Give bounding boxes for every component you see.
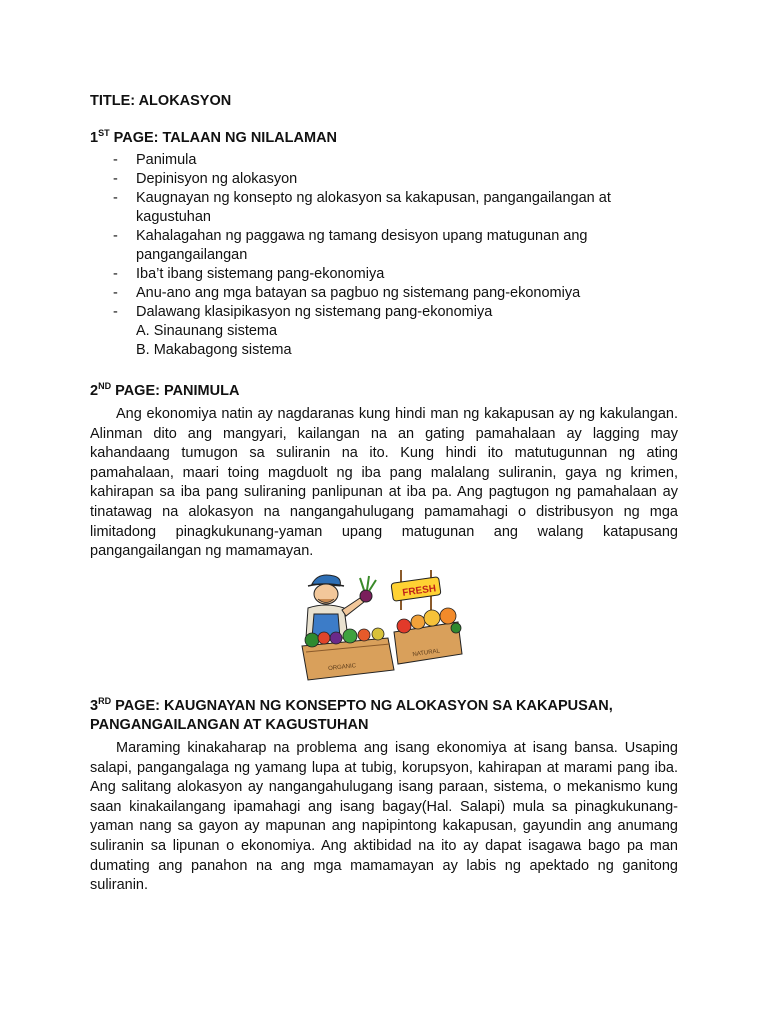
- toc-item-text: Kahalagahan ng paggawa ng tamang desisyon upang matugunan ang pangangailangan: [136, 228, 588, 263]
- section-number: 3: [90, 698, 99, 714]
- toc-item: - Kahalagahan ng paggawa ng tamang desisyon upang matugunan ang pangangailangan: [113, 228, 588, 263]
- toc-item: - Dalawang klasipikasyon ng sistemang pang-ekonomiya: [113, 304, 493, 320]
- section-heading-text: PAGE: KAUGNAYAN NG KONSEPTO NG ALOKASYON SA KAKAPUSAN,: [111, 698, 613, 714]
- toc-item: - Anu-ano ang mga batayan sa pagbuo ng sistemang pang-ekonomiya: [113, 285, 581, 301]
- toc-item-text: Kaugnayan ng konsepto ng alokasyon sa kakapusan, pangangailangan at kagustuhan: [136, 190, 611, 225]
- section-number: 2: [90, 383, 99, 399]
- section-number: 1: [90, 130, 99, 146]
- ordinal-suffix: ND: [98, 381, 112, 391]
- sign-text: FRESH: [401, 583, 437, 599]
- table-of-contents: [113, 151, 673, 360]
- panimula-paragraph: Ang ekonomiya natin ay nagdaranas kung hindi man ng kakapusan ay ng kakulangan. Alinman dito ang mangyari, kailangan na an gating pamahalaan ay lagging may kahandaang tumugon sa suliranin na ito. Kung hindi ito matutugunnan ng ating pamahalaan, maari toing magduolt ng iba pang malalang suliranin, gaya ng krimen, kahirapan sa iba pang suliraning panlipunan at iba pa. Ang pagtugon ng pamahalaan ay tinatawag na alokasyon na nangangahulugang pamamahagi o distribusyon ng mga limitadong pinagkukunang-yaman upang matugunan ang walang katapusang pangangailangan ng mamamayan.: [90, 406, 678, 560]
- section-1-heading: [90, 124, 337, 148]
- toc-subitem: [113, 322, 673, 341]
- toc-item-text: Panimula: [136, 152, 197, 168]
- toc-item: - Kaugnayan ng konsepto ng alokasyon sa kakapusan, pangangailangan at kagustuhan: [113, 190, 611, 225]
- toc-item: - Panimula: [113, 152, 197, 168]
- toc-subitem-text: B. Makabagong sistema: [136, 342, 292, 358]
- toc-item: - Iba’t ibang sistemang pang-ekonomiya: [113, 266, 385, 282]
- crate-left-text: ORGANIC: [327, 663, 357, 673]
- ordinal-suffix: ST: [98, 128, 110, 138]
- section-3-heading: [90, 692, 613, 735]
- toc-item-text: Anu-ano ang mga batayan sa pagbuo ng sistemang pang-ekonomiya: [136, 285, 581, 301]
- vegetable-vendor-illustration: [298, 568, 463, 683]
- toc-subitem-text: A. Sinaunang sistema: [136, 323, 278, 339]
- section-heading-text: PAGE: PANIMULA: [111, 383, 240, 399]
- toc-item-text: Depinisyon ng alokasyon: [136, 171, 298, 187]
- section-heading-text: PAGE: TALAAN NG NILALAMAN: [109, 130, 338, 146]
- section-2-heading: [90, 377, 239, 401]
- document-title: TITLE: ALOKASYON: [90, 93, 232, 109]
- ordinal-suffix: RD: [98, 696, 112, 706]
- toc-subitem: [113, 341, 673, 360]
- kaugnayan-paragraph: Maraming kinakaharap na problema ang isang ekonomiya at isang bansa. Usaping salapi, pangangalaga ng yamang lupa at tubig, korupsyon, kahirapan at marami pang iba. Ang salitang alokasyon ay nangangahulugang isang paraan, sistema, o mekanismo kung saan kinakailangang ipamahagi ang isang bagay(Hal. Salapi) mula sa pinagkukunang-yaman nang sa gayon ay mapunan ang napipintong kakapusan, gayundin ang anumang suliranin sa lipunan o ekonomiya. Ang aktibidad na ito ay dapat isagawa bago pa man dumating ang panahon na ang mga mamamayan ay labis ng apektado ng ganitong suliranin.: [90, 740, 678, 894]
- toc-item-text: Iba’t ibang sistemang pang-ekonomiya: [136, 266, 385, 282]
- section-heading-text-line2: PANGANGAILANGAN AT KAGUSTUHAN: [90, 717, 369, 733]
- crate-right-text: NATURAL: [412, 648, 441, 659]
- toc-item: - Depinisyon ng alokasyon: [113, 171, 298, 187]
- toc-item-text: Dalawang klasipikasyon ng sistemang pang-ekonomiya: [136, 304, 493, 320]
